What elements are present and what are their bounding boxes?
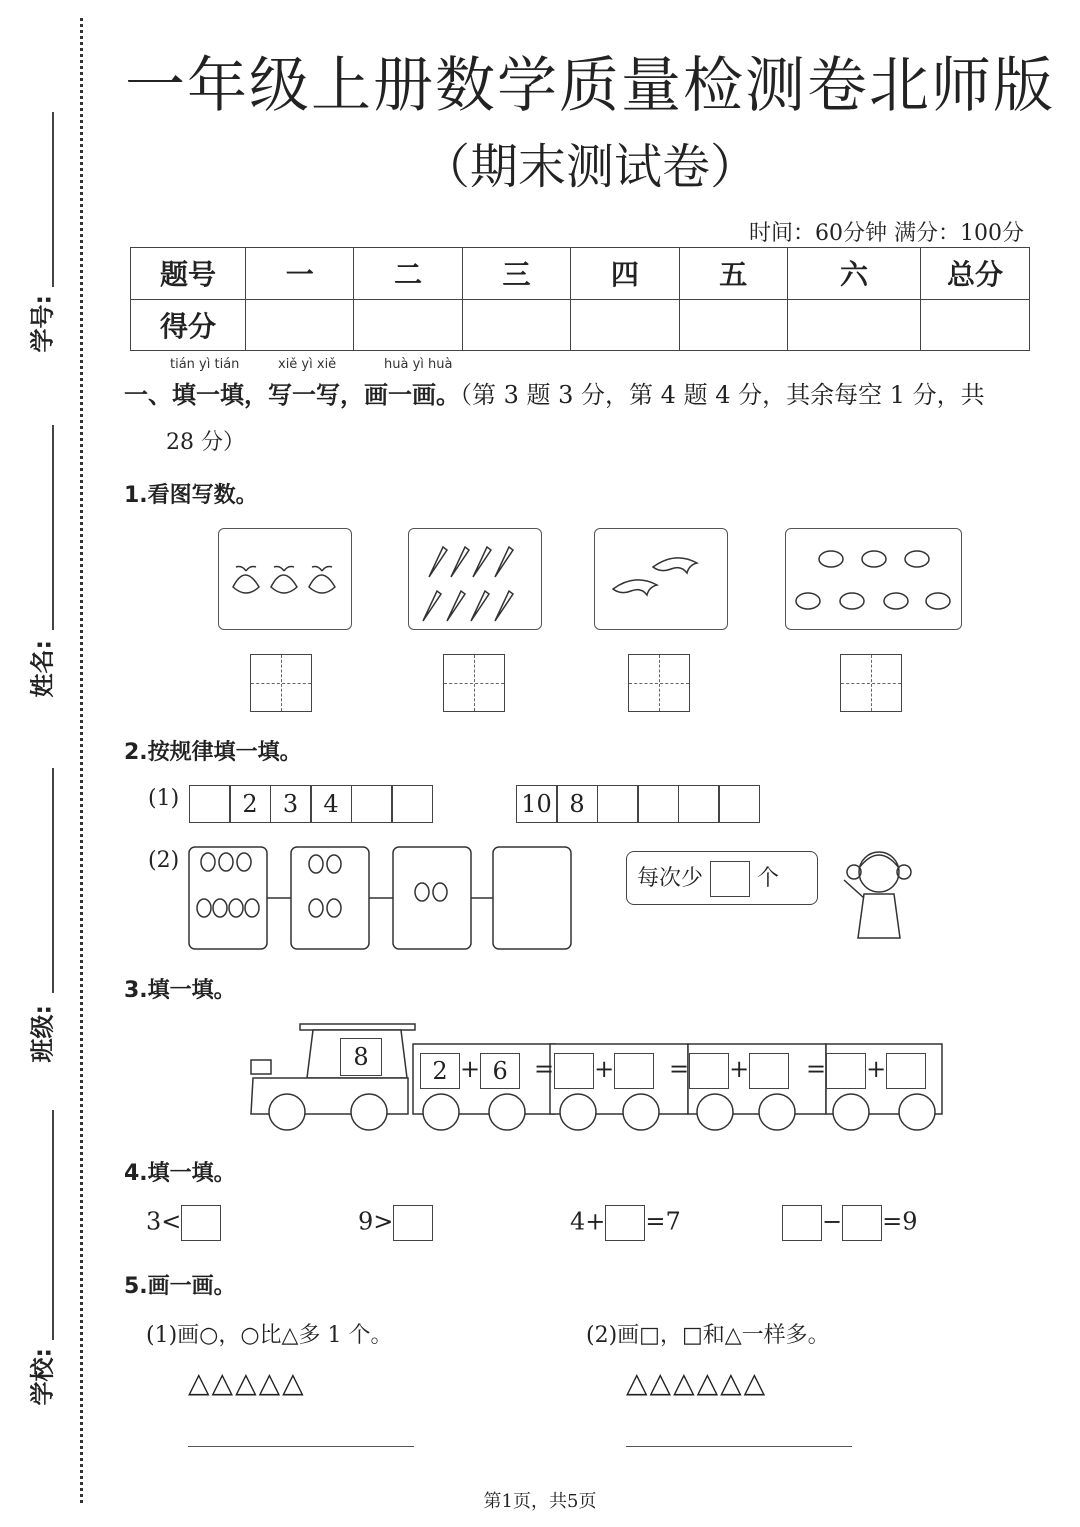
train-car-4: = + <box>806 1050 926 1089</box>
seq-cell[interactable] <box>637 785 679 823</box>
score-cell[interactable] <box>788 299 921 351</box>
draw-area-2[interactable] <box>626 1446 852 1447</box>
train-car-1: 2 + 6 <box>420 1050 520 1089</box>
class-line[interactable] <box>52 768 54 993</box>
pinyin-1: tián yì tián <box>170 357 240 372</box>
q4-expr-4: − =9 <box>782 1205 918 1241</box>
section-heading: 一、填一填，写一写，画一画。（第 3 题 3 分，第 4 题 4 分，其余每空 1 分，共 <box>124 381 985 409</box>
name-label: 姓名: <box>28 639 57 698</box>
decrease-answer-box[interactable] <box>710 861 750 897</box>
triangles-row-1: △△△△△ <box>188 1366 306 1399</box>
seq-cell: 2 <box>229 785 271 823</box>
seq-cell[interactable] <box>678 785 720 823</box>
school-line[interactable] <box>52 1110 54 1340</box>
answer-grid-bees[interactable] <box>840 654 902 712</box>
q4-expr-3: 4+ =7 <box>570 1205 681 1241</box>
bees-picture <box>785 528 962 630</box>
balloon-sequence <box>186 844 576 952</box>
carrots-picture <box>408 528 542 630</box>
student-id-line[interactable] <box>52 112 54 287</box>
score-row-label: 得分 <box>131 299 246 351</box>
sequence-ascending <box>190 785 433 823</box>
dolphins-picture <box>594 528 728 630</box>
seq-cell: 10 <box>516 785 558 823</box>
seq-cell[interactable] <box>391 785 433 823</box>
q2-part2-label: (2) <box>148 848 180 873</box>
seq-cell[interactable] <box>351 785 393 823</box>
q5-part2: (2)画□，□和△一样多。 <box>586 1323 830 1348</box>
pinyin-2: xiě yì xiě <box>278 357 337 372</box>
seq-cell: 3 <box>270 785 312 823</box>
school-label: 学校: <box>28 1347 57 1406</box>
page-footer: 第1页，共5页 <box>483 1491 597 1512</box>
score-table <box>130 247 1030 351</box>
score-cell[interactable] <box>921 299 1030 351</box>
time-info: 时间：60分钟 满分：100分 <box>749 221 1024 246</box>
q4-label: 4.填一填。 <box>124 1161 236 1186</box>
score-cell[interactable] <box>571 299 679 351</box>
score-header-cell: 二 <box>354 248 462 300</box>
pinyin-3: huà yì huà <box>384 357 453 372</box>
binding-line <box>80 18 83 1503</box>
page-title: 一年级上册数学质量检测卷北师版 <box>125 51 1055 121</box>
seq-cell: 4 <box>310 785 352 823</box>
student-id-label: 学号: <box>28 294 57 353</box>
q4-expr-1: 3< <box>146 1205 221 1241</box>
speech-bubble: 每次少 个 <box>626 851 818 905</box>
seq-cell[interactable] <box>597 785 639 823</box>
triangles-row-2: △△△△△△ <box>626 1366 768 1399</box>
q2-label: 2.按规律填一填。 <box>124 740 302 765</box>
answer-grid-peaches[interactable] <box>250 654 312 712</box>
class-label: 班级: <box>28 1004 57 1063</box>
sequence-descending <box>517 785 760 823</box>
score-header-cell: 一 <box>246 248 354 300</box>
name-line[interactable] <box>52 425 54 630</box>
peaches-picture <box>218 528 352 630</box>
engine-total: 8 <box>340 1038 382 1076</box>
q3-label: 3.填一填。 <box>124 978 236 1003</box>
score-cell[interactable] <box>679 299 787 351</box>
score-header-cell: 总分 <box>921 248 1030 300</box>
section-scoring-cont: 28 分） <box>166 430 245 455</box>
score-cell[interactable] <box>462 299 570 351</box>
score-header-cell: 五 <box>679 248 787 300</box>
score-header-cell: 题号 <box>131 248 246 300</box>
draw-area-1[interactable] <box>188 1446 414 1447</box>
girl-illustration <box>834 842 924 942</box>
train-car-2: = + <box>534 1050 654 1089</box>
score-header-cell: 三 <box>462 248 570 300</box>
q4-expr-2: 9> <box>358 1205 433 1241</box>
score-header-cell: 四 <box>571 248 679 300</box>
q2-part1-label: (1) <box>148 786 180 811</box>
seq-cell: 8 <box>556 785 598 823</box>
seq-cell[interactable] <box>718 785 760 823</box>
score-cell[interactable] <box>354 299 462 351</box>
q5-part1: (1)画○，○比△多 1 个。 <box>146 1323 393 1348</box>
train-car-3: = + <box>669 1050 789 1089</box>
answer-grid-carrots[interactable] <box>443 654 505 712</box>
q5-label: 5.画一画。 <box>124 1274 236 1299</box>
q1-label: 1.看图写数。 <box>124 483 258 508</box>
score-header-cell: 六 <box>788 248 921 300</box>
seq-cell[interactable] <box>189 785 231 823</box>
answer-grid-dolphins[interactable] <box>628 654 690 712</box>
score-cell[interactable] <box>246 299 354 351</box>
page-subtitle: （期末测试卷） <box>421 139 758 195</box>
